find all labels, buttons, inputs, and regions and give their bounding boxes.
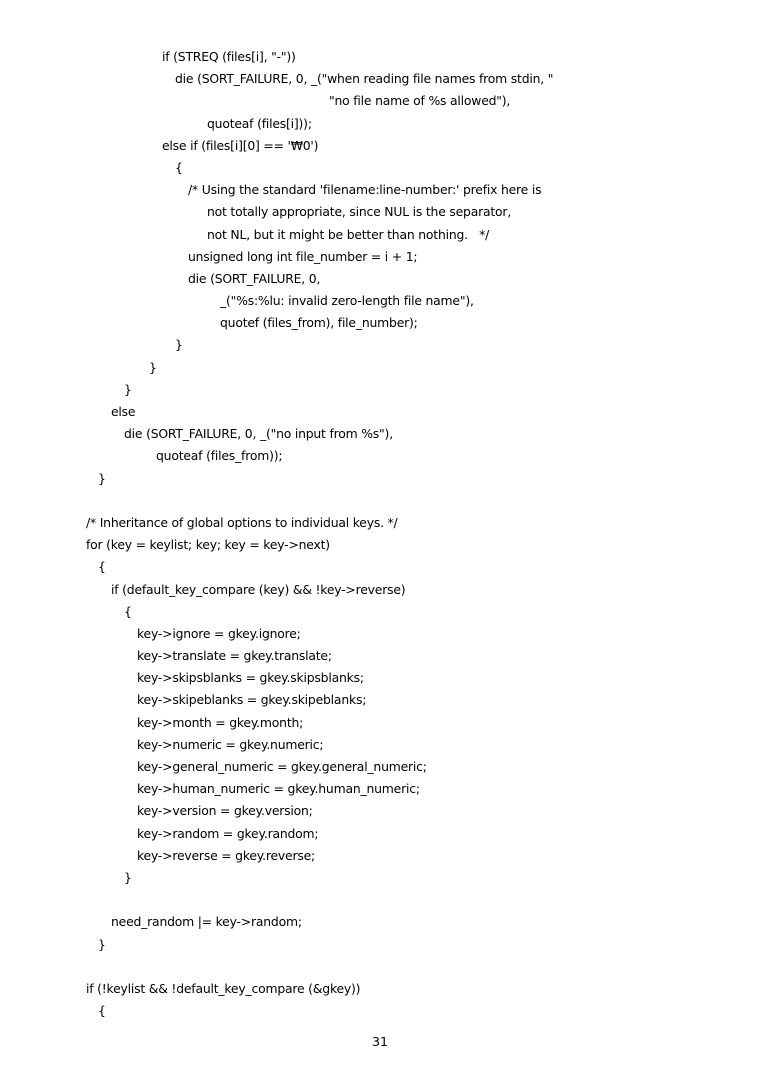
code-line [0, 667, 760, 689]
page-number: 31 [371, 1034, 389, 1049]
code-line [0, 689, 760, 711]
code-text: key->skipeblanks = gkey.skipeblanks; [137, 692, 367, 708]
code-line [0, 68, 760, 90]
code-line [0, 312, 760, 334]
code-line [0, 90, 760, 112]
code-line [0, 712, 760, 734]
code-text: else [111, 404, 136, 419]
code-text: key->translate = gkey.translate; [137, 648, 332, 664]
code-line [0, 756, 760, 778]
code-line [0, 268, 760, 290]
code-text: die (SORT_FAILURE, 0, _("no input from %s"), [124, 426, 393, 442]
code-text: { [98, 1003, 106, 1019]
code-line [0, 290, 760, 312]
code-text: } [124, 869, 132, 885]
code-text: { [98, 559, 106, 575]
code-line [0, 179, 760, 201]
code-text: _("%s:%lu: invalid zero-length file name"), [220, 293, 474, 309]
code-line [0, 445, 760, 467]
code-text: quotef (files_from), file_number); [220, 315, 418, 331]
code-text: key->skipsblanks = gkey.skipsblanks; [137, 670, 364, 686]
code-line [0, 113, 760, 135]
code-text: { [175, 159, 183, 175]
code-line [0, 645, 760, 667]
blank-line [0, 490, 760, 512]
code-line [0, 201, 760, 223]
code-text: die (SORT_FAILURE, 0, _("when reading file names from stdin, " [175, 71, 554, 87]
code-line [0, 157, 760, 179]
code-text: "no file name of %s allowed"), [329, 93, 511, 109]
code-line [0, 845, 760, 867]
code-line [0, 911, 760, 933]
code-line [0, 579, 760, 601]
code-line [0, 401, 760, 423]
code-line [0, 334, 760, 356]
code-text: key->random = gkey.random; [137, 825, 319, 841]
code-text: need_random |= key->random; [111, 914, 302, 930]
code-line [0, 601, 760, 623]
code-line [0, 623, 760, 645]
code-text: if (STREQ (files[i], "-")) [162, 49, 296, 64]
code-line [0, 778, 760, 800]
code-text: key->numeric = gkey.numeric; [137, 736, 324, 752]
code-block [0, 46, 760, 1022]
code-line [0, 1000, 760, 1022]
code-text: } [98, 470, 106, 486]
code-line [0, 46, 760, 68]
code-text: key->reverse = gkey.reverse; [137, 847, 316, 863]
code-text: key->month = gkey.month; [137, 714, 304, 730]
code-text: /* Inheritance of global options to individual keys. */ [86, 514, 398, 530]
code-text: } [149, 359, 157, 375]
code-text: /* Using the standard 'filename:line-number:' prefix here is [188, 182, 542, 198]
code-line [0, 534, 760, 556]
code-text: die (SORT_FAILURE, 0, [188, 270, 321, 286]
code-line [0, 800, 760, 822]
code-line [0, 224, 760, 246]
code-text: if (default_key_compare (key) && !key->reverse) [111, 581, 406, 597]
code-line [0, 423, 760, 445]
code-line [0, 823, 760, 845]
code-text: quoteaf (files_from)); [156, 448, 283, 464]
code-text: key->version = gkey.version; [137, 803, 313, 819]
code-text: for (key = keylist; key; key = key->next) [86, 537, 330, 553]
code-text: } [98, 936, 106, 952]
code-text: } [124, 381, 132, 397]
code-text: else if (files[i][0] == '₩0') [162, 137, 319, 153]
code-line [0, 867, 760, 889]
code-text: } [175, 337, 183, 353]
code-line [0, 934, 760, 956]
code-line [0, 978, 760, 1000]
code-text: not NL, but it might be better than nothing. */ [207, 226, 490, 242]
code-text: not totally appropriate, since NUL is the separator, [207, 204, 512, 220]
code-line [0, 468, 760, 490]
code-line [0, 357, 760, 379]
code-text: unsigned long int file_number = i + 1; [188, 248, 418, 264]
code-text: if (!keylist && !default_key_compare (&gkey)) [86, 980, 361, 996]
code-line [0, 734, 760, 756]
code-line [0, 135, 760, 157]
code-text: quoteaf (files[i])); [207, 115, 312, 131]
code-line [0, 379, 760, 401]
code-line [0, 512, 760, 534]
code-line [0, 556, 760, 578]
code-text: key->general_numeric = gkey.general_numeric; [137, 759, 427, 774]
blank-line [0, 956, 760, 978]
code-text: key->human_numeric = gkey.human_numeric; [137, 781, 420, 797]
code-text: key->ignore = gkey.ignore; [137, 625, 301, 641]
code-line [0, 246, 760, 268]
code-text: { [124, 603, 132, 619]
blank-line [0, 889, 760, 911]
